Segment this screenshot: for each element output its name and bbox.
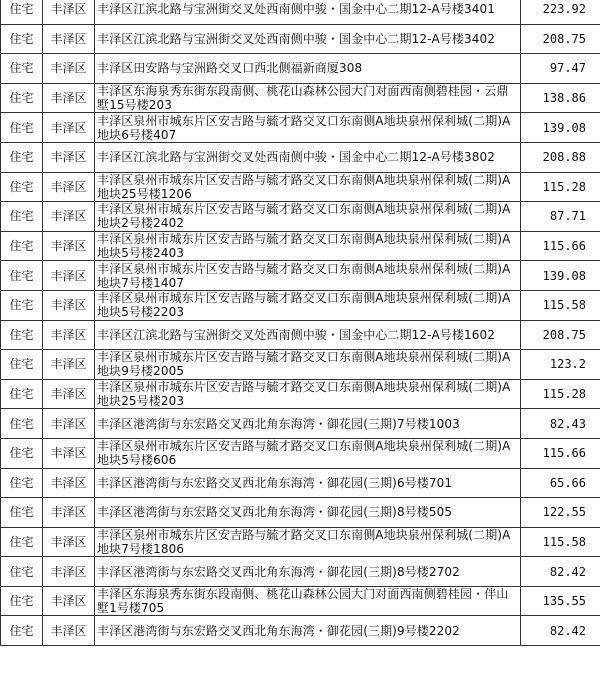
table-row <box>1 350 600 380</box>
table-row <box>1 24 600 54</box>
property-type-cell: 住宅 <box>1 231 43 261</box>
table-row <box>1 231 600 261</box>
address-cell: 丰泽区泉州市城东片区安吉路与毓才路交叉口东南侧A地块泉州保利城(二期)A地块7号楼1806 <box>95 527 521 557</box>
table-row <box>1 527 600 557</box>
table-row <box>1 320 600 350</box>
property-type-cell: 住宅 <box>1 54 43 84</box>
address-cell: 丰泽区泉州市城东片区安吉路与毓才路交叉口东南侧A地块泉州保利城(二期)A地块6号楼407 <box>95 113 521 143</box>
table-row <box>1 172 600 202</box>
district-cell: 丰泽区 <box>43 498 95 528</box>
district-cell: 丰泽区 <box>43 231 95 261</box>
district-cell: 丰泽区 <box>43 616 95 646</box>
area-cell: 122.55 <box>521 498 600 528</box>
table-row <box>1 468 600 498</box>
area-cell: 82.42 <box>521 557 600 587</box>
area-cell: 208.88 <box>521 142 600 172</box>
property-type-cell: 住宅 <box>1 616 43 646</box>
area-cell: 138.86 <box>521 83 600 113</box>
district-cell: 丰泽区 <box>43 261 95 291</box>
table-row <box>1 202 600 232</box>
address-cell: 丰泽区江滨北路与宝洲街交叉处西南侧中骏・国金中心二期12-A号楼3402 <box>95 24 521 54</box>
district-cell: 丰泽区 <box>43 172 95 202</box>
table-row <box>1 83 600 113</box>
area-cell: 115.66 <box>521 231 600 261</box>
area-cell: 135.55 <box>521 586 600 616</box>
district-cell: 丰泽区 <box>43 54 95 84</box>
table-row <box>1 0 600 24</box>
address-cell: 丰泽区东海泉秀东街东段南侧、桃花山森林公园大门对面西南侧碧桂园・云鼎墅15号楼203 <box>95 83 521 113</box>
district-cell: 丰泽区 <box>43 202 95 232</box>
district-cell: 丰泽区 <box>43 83 95 113</box>
property-type-cell: 住宅 <box>1 172 43 202</box>
table-row <box>1 54 600 84</box>
address-cell: 丰泽区泉州市城东片区安吉路与毓才路交叉口东南侧A地块泉州保利城(二期)A地块5号楼606 <box>95 438 521 468</box>
table-row <box>1 290 600 320</box>
records-table-body <box>1 0 600 646</box>
district-cell: 丰泽区 <box>43 468 95 498</box>
district-cell: 丰泽区 <box>43 586 95 616</box>
property-type-cell: 住宅 <box>1 261 43 291</box>
property-type-cell: 住宅 <box>1 527 43 557</box>
district-cell: 丰泽区 <box>43 113 95 143</box>
address-cell: 丰泽区泉州市城东片区安吉路与毓才路交叉口东南侧A地块泉州保利城(二期)A地块25号楼1206 <box>95 172 521 202</box>
address-cell: 丰泽区港湾街与东宏路交叉西北角东海湾・御花园(三期)9号楼2202 <box>95 616 521 646</box>
area-cell: 115.58 <box>521 290 600 320</box>
area-cell: 82.43 <box>521 409 600 439</box>
district-cell: 丰泽区 <box>43 320 95 350</box>
property-type-cell: 住宅 <box>1 409 43 439</box>
district-cell: 丰泽区 <box>43 24 95 54</box>
district-cell: 丰泽区 <box>43 379 95 409</box>
property-type-cell: 住宅 <box>1 350 43 380</box>
address-cell: 丰泽区港湾街与东宏路交叉西北角东海湾・御花园(三期)7号楼1003 <box>95 409 521 439</box>
area-cell: 82.42 <box>521 616 600 646</box>
area-cell: 123.2 <box>521 350 600 380</box>
address-cell: 丰泽区田安路与宝洲路交叉口西北侧福新商厦308 <box>95 54 521 84</box>
property-type-cell: 住宅 <box>1 379 43 409</box>
property-type-cell: 住宅 <box>1 142 43 172</box>
district-cell: 丰泽区 <box>43 350 95 380</box>
property-type-cell: 住宅 <box>1 438 43 468</box>
district-cell: 丰泽区 <box>43 142 95 172</box>
property-type-cell: 住宅 <box>1 24 43 54</box>
address-cell: 丰泽区泉州市城东片区安吉路与毓才路交叉口东南侧A地块泉州保利城(二期)A地块2号楼2402 <box>95 202 521 232</box>
property-type-cell: 住宅 <box>1 83 43 113</box>
property-type-cell: 住宅 <box>1 557 43 587</box>
area-cell: 115.28 <box>521 172 600 202</box>
table-row <box>1 261 600 291</box>
table-row <box>1 498 600 528</box>
table-row <box>1 616 600 646</box>
property-type-cell: 住宅 <box>1 498 43 528</box>
district-cell: 丰泽区 <box>43 290 95 320</box>
area-cell: 97.47 <box>521 54 600 84</box>
table-row <box>1 586 600 616</box>
table-row <box>1 142 600 172</box>
address-cell: 丰泽区江滨北路与宝洲街交叉处西南侧中骏・国金中心二期12-A号楼3401 <box>95 0 521 24</box>
area-cell: 208.75 <box>521 320 600 350</box>
address-cell: 丰泽区港湾街与东宏路交叉西北角东海湾・御花园(三期)6号楼701 <box>95 468 521 498</box>
table-row <box>1 438 600 468</box>
address-cell: 丰泽区泉州市城东片区安吉路与毓才路交叉口东南侧A地块泉州保利城(二期)A地块25号楼203 <box>95 379 521 409</box>
address-cell: 丰泽区东海泉秀东街东段南侧、桃花山森林公园大门对面西南侧碧桂园・伴山墅1号楼705 <box>95 586 521 616</box>
district-cell: 丰泽区 <box>43 0 95 24</box>
table-row <box>1 409 600 439</box>
area-cell: 139.08 <box>521 261 600 291</box>
area-cell: 208.75 <box>521 24 600 54</box>
property-type-cell: 住宅 <box>1 468 43 498</box>
district-cell: 丰泽区 <box>43 409 95 439</box>
district-cell: 丰泽区 <box>43 527 95 557</box>
table-row <box>1 379 600 409</box>
address-cell: 丰泽区泉州市城东片区安吉路与毓才路交叉口东南侧A地块泉州保利城(二期)A地块9号楼2005 <box>95 350 521 380</box>
address-cell: 丰泽区泉州市城东片区安吉路与毓才路交叉口东南侧A地块泉州保利城(二期)A地块7号楼1407 <box>95 261 521 291</box>
property-type-cell: 住宅 <box>1 586 43 616</box>
district-cell: 丰泽区 <box>43 557 95 587</box>
area-cell: 115.66 <box>521 438 600 468</box>
property-type-cell: 住宅 <box>1 113 43 143</box>
area-cell: 65.66 <box>521 468 600 498</box>
table-row <box>1 113 600 143</box>
address-cell: 丰泽区江滨北路与宝洲街交叉处西南侧中骏・国金中心二期12-A号楼1602 <box>95 320 521 350</box>
address-cell: 丰泽区泉州市城东片区安吉路与毓才路交叉口东南侧A地块泉州保利城(二期)A地块5号楼2203 <box>95 290 521 320</box>
address-cell: 丰泽区泉州市城东片区安吉路与毓才路交叉口东南侧A地块泉州保利城(二期)A地块5号楼2403 <box>95 231 521 261</box>
address-cell: 丰泽区江滨北路与宝洲街交叉处西南侧中骏・国金中心二期12-A号楼3802 <box>95 142 521 172</box>
property-type-cell: 住宅 <box>1 0 43 24</box>
district-cell: 丰泽区 <box>43 438 95 468</box>
area-cell: 223.92 <box>521 0 600 24</box>
area-cell: 115.58 <box>521 527 600 557</box>
address-cell: 丰泽区港湾街与东宏路交叉西北角东海湾・御花园(三期)8号楼505 <box>95 498 521 528</box>
address-cell: 丰泽区港湾街与东宏路交叉西北角东海湾・御花园(三期)8号楼2702 <box>95 557 521 587</box>
area-cell: 139.08 <box>521 113 600 143</box>
area-cell: 115.28 <box>521 379 600 409</box>
property-type-cell: 住宅 <box>1 320 43 350</box>
table-row <box>1 557 600 587</box>
property-type-cell: 住宅 <box>1 202 43 232</box>
property-type-cell: 住宅 <box>1 290 43 320</box>
area-cell: 87.71 <box>521 202 600 232</box>
